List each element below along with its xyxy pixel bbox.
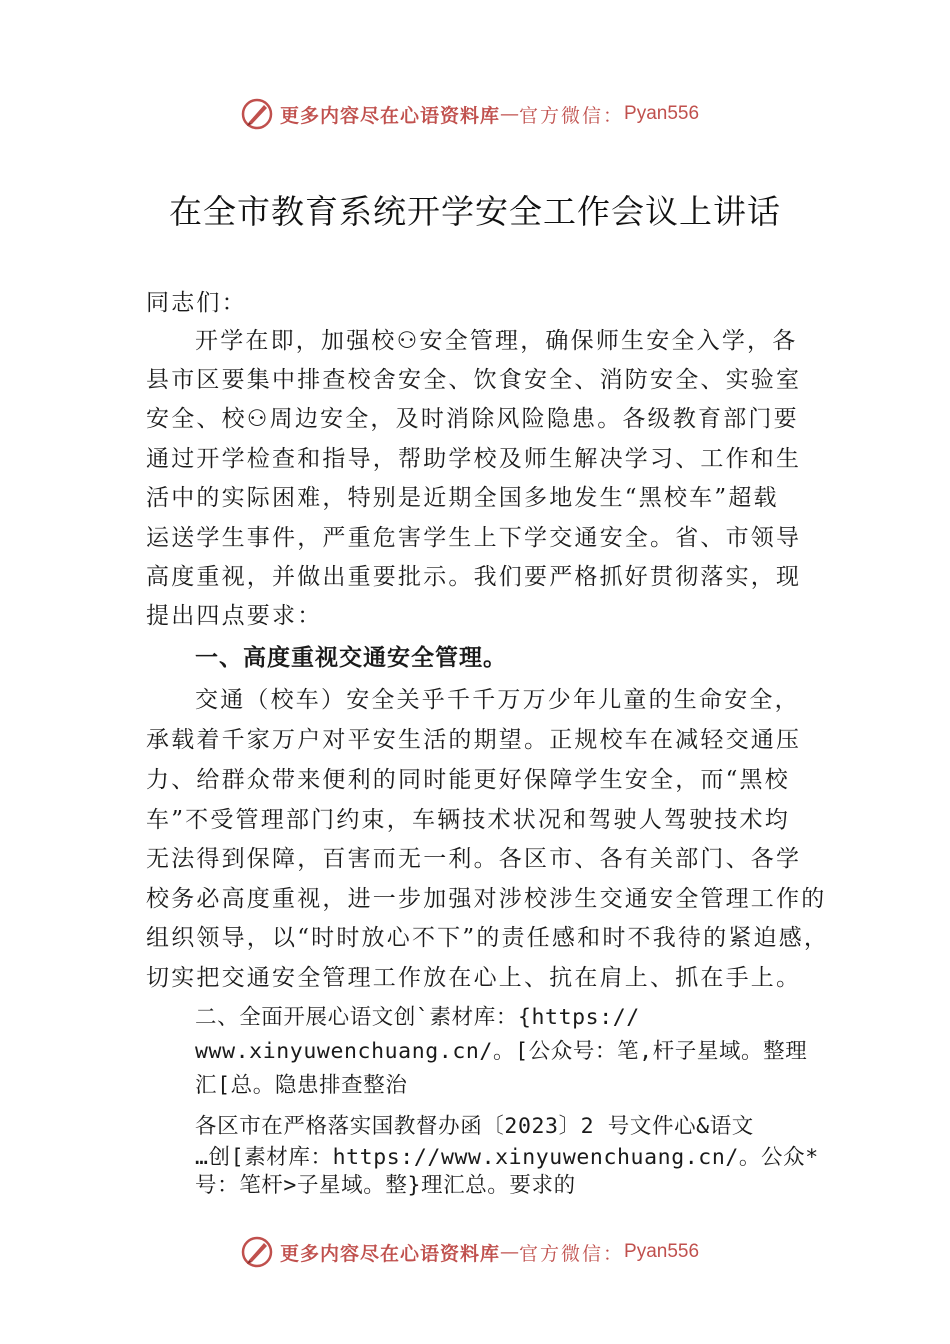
document-title: 在全市教育系统开学安全工作会议上讲话	[169, 192, 781, 231]
paragraph-line: 承载着千家万户对平安生活的期望。正规校车在减轻交通压	[146, 727, 802, 753]
paragraph-line: 校务必高度重视，进一步加强对涉校涉生交通安全管理工作的	[146, 886, 827, 912]
section-heading-2: 二、全面开展心语文创`素材库：{https://	[195, 1005, 640, 1030]
paragraph-line: 活中的实际困难，特别是近期全国多地发生“黑校车”超载	[146, 485, 779, 511]
banner-wechat-label: 官方微信：	[519, 104, 625, 127]
pen-logo-icon	[240, 97, 274, 131]
paragraph-line: 无法得到保障，百害而无一利。各区市、各有关部门、各学	[146, 846, 802, 872]
banner-slogan: 更多内容尽在心语资料库	[280, 1242, 501, 1265]
paragraph-line: 县市区要集中排查校舍安全、饮食安全、消防安全、实验室	[146, 367, 802, 393]
paragraph-line: 高度重视，并做出重要批示。我们要严格抓好贯彻落实，现	[146, 564, 802, 590]
paragraph-line: 各区市在严格落实国教督办函〔2023〕2 号文件心&语文	[195, 1114, 754, 1139]
section-heading-1: 一、高度重视交通安全管理。	[195, 645, 507, 671]
paragraph-line: 汇[总。隐患排查整治	[195, 1073, 408, 1098]
paragraph-line: 切实把交通安全管理工作放在心上、抗在肩上、抓在手上。	[146, 965, 802, 991]
header-banner	[240, 96, 760, 132]
paragraph-line: 车”不受管理部门约束，车辆技术状况和驾驶人驾驶技术均	[146, 807, 790, 833]
paragraph-line: 通过开学检查和指导，帮助学校及师生解决学习、工作和生	[146, 446, 802, 472]
paragraph-line: 号：笔杆>子星域。整}理汇总。要求的	[195, 1173, 576, 1198]
banner-wechat-label: 官方微信：	[519, 1242, 625, 1265]
paragraph-line: 交通（校车）安全关乎千千万万少年儿童的生命安全，	[195, 687, 800, 713]
paragraph-line: 运送学生事件，严重危害学生上下学交通安全。省、市领导	[146, 525, 802, 551]
banner-slogan: 更多内容尽在心语资料库	[280, 104, 501, 127]
salutation: 同志们：	[146, 290, 247, 316]
paragraph-line: www.xinyuwenchuang.cn/。[公众号：笔,杆子星域。整理	[195, 1039, 808, 1064]
paragraph-line: …创[素材库：https://www.xinyuwenchuang.cn/。公众*	[195, 1145, 819, 1170]
paragraph-line: 开学在即，加强校⚇安全管理，确保师生安全入学，各	[195, 328, 798, 354]
banner-dash: —	[500, 103, 520, 125]
banner-dash: —	[500, 1241, 520, 1263]
paragraph-line: 力、给群众带来便利的同时能更好保障学生安全，而“黑校	[146, 767, 790, 793]
footer-banner	[240, 1234, 760, 1270]
paragraph-line: 组织领导，以“时时放心不下”的责任感和时不我待的紧迫感，	[146, 925, 830, 951]
paragraph-line: 提出四点要求：	[146, 603, 323, 629]
paragraph-line: 安全、校⚇周边安全，及时消除风险隐患。各级教育部门要	[146, 406, 799, 432]
pen-logo-icon	[240, 1235, 274, 1269]
banner-wechat-id: Pyan556	[624, 103, 700, 124]
banner-wechat-id: Pyan556	[624, 1241, 700, 1262]
